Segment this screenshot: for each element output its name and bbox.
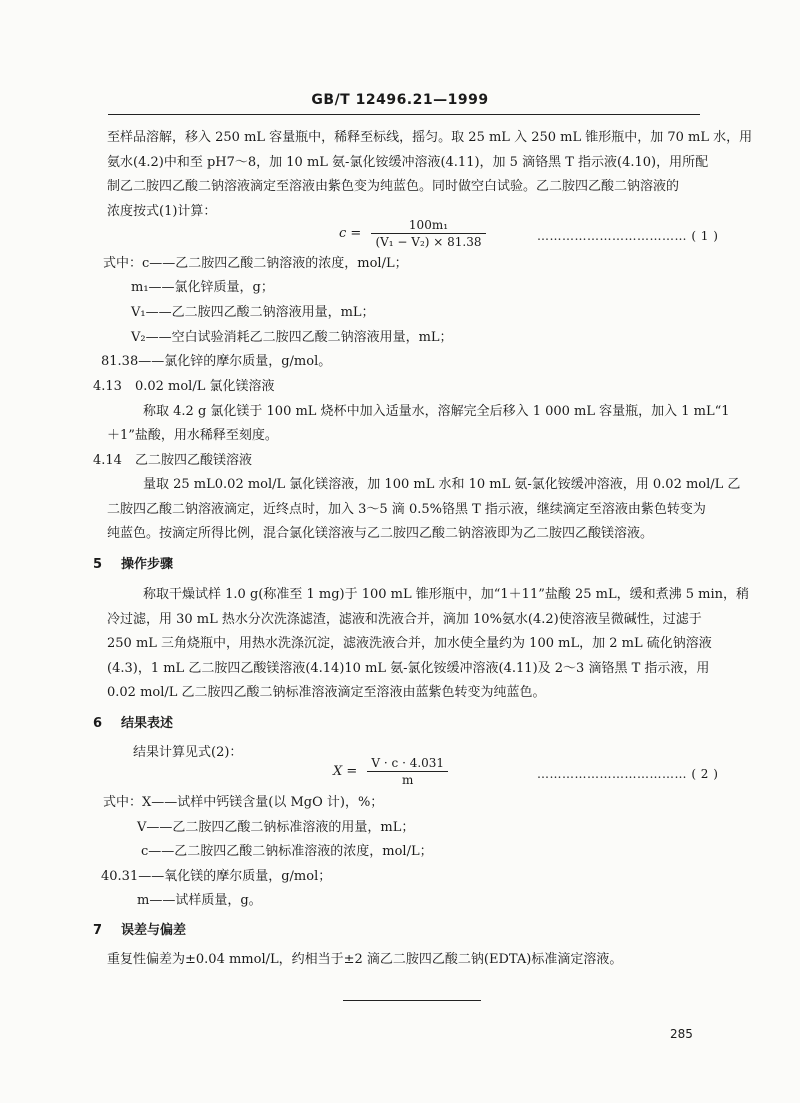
intro-line-1: 至样品溶解，移入 250 mL 容量瓶中，稀释至标线，摇匀。取 25 mL 入 250 mL 锥形瓶中，加 70 mL 水，用 xyxy=(107,130,753,145)
formula-2-var-v: V——乙二胺四乙酸二钠标准溶液的用量，mL； xyxy=(137,820,415,835)
page-number: 285 xyxy=(670,1027,693,1041)
formula-2-numerator: V · c · 4.031 xyxy=(371,756,445,770)
formula-2-var-c: c——乙二胺四乙酸二钠标准溶液的浓度，mol/L； xyxy=(141,844,433,859)
section-4-14-heading: 4.14 乙二胺四乙酸镁溶液 xyxy=(93,453,252,468)
section-5-line-5: 0.02 mol/L 乙二胺四乙酸二钠标准溶液滴定至溶液由蓝紫色转变为纯蓝色。 xyxy=(107,685,546,700)
section-4-13-line-2: ＋1”盐酸，用水稀释至刻度。 xyxy=(107,428,278,443)
section-7-number: 7 xyxy=(93,923,103,938)
formula-1-var-v1: V₁——乙二胺四乙酸二钠溶液用量，mL； xyxy=(131,305,375,320)
formula-1-var-m1: m₁——氯化锌质量，g； xyxy=(131,280,274,295)
formula-1-var-c: 式中：c——乙二胺四乙酸二钠溶液的浓度，mol/L； xyxy=(103,256,408,271)
formula-2-fraction xyxy=(367,756,448,787)
section-4-14-line-3: 纯蓝色。按滴定所得比例，混合氯化镁溶液与乙二胺四乙酸二钠溶液即为乙二胺四乙酸镁溶液。 xyxy=(107,526,654,541)
intro-line-2: 氨水(4.2)中和至 pH7～8，加 10 mL 氨-氯化铵缓冲溶液(4.11)，加 5 滴铬黑 T 指示液(4.10)，用所配 xyxy=(107,155,709,170)
section-7-heading xyxy=(93,922,186,940)
formula-1-number: ……………………………… ( 1 ) xyxy=(537,229,719,243)
formula-2-number: ……………………………… ( 2 ) xyxy=(537,767,719,781)
formula-2-var-molar-mass: 40.31——氧化镁的摩尔质量，g/mol； xyxy=(101,869,332,884)
section-4-13-line-1: 称取 4.2 g 氯化镁于 100 mL 烧杯中加入适量水，溶解完全后移入 1 000 mL 容量瓶，加入 1 mL“1 xyxy=(143,404,730,419)
formula-2 xyxy=(333,756,448,787)
section-5-number: 5 xyxy=(93,557,103,572)
section-5-line-3: 250 mL 三角烧瓶中，用热水洗涤沉淀，滤液洗液合并，加水使全量约为 100 mL，加 2 mL 硫化钠溶液 xyxy=(107,636,712,651)
formula-1-numerator: 100m₁ xyxy=(408,218,449,232)
section-6-heading xyxy=(93,715,173,733)
section-5-title: 操作步骤 xyxy=(121,557,174,572)
section-5-line-2: 冷过滤，用 30 mL 热水分次洗涤滤渣，滤液和洗液合并，滴加 10%氨水(4.2)使溶液呈微碱性，过滤于 xyxy=(107,612,702,627)
section-4-13-heading: 4.13 0.02 mol/L 氯化镁溶液 xyxy=(93,379,275,394)
intro-line-3: 制乙二胺四乙酸二钠溶液滴定至溶液由紫色变为纯蓝色。同时做空白试验。乙二胺四乙酸二钠溶液的 xyxy=(107,179,680,194)
formula-2-lhs: X = xyxy=(333,764,358,779)
section-6-title: 结果表述 xyxy=(121,716,174,731)
section-4-14-line-2: 二胺四乙酸二钠溶液滴定，近终点时，加入 3～5 滴 0.5%铬黑 T 指示液，继续滴定至溶液由紫色转变为 xyxy=(107,502,706,517)
section-5-line-1: 称取干燥试样 1.0 g(称准至 1 mg)于 100 mL 锥形瓶中，加“1＋11”盐酸 25 mL，缓和煮沸 5 min，稍 xyxy=(143,587,750,602)
formula-1 xyxy=(339,218,486,249)
formula-1-denominator: (V₁ − V₂) × 81.38 xyxy=(371,233,485,249)
header-rule xyxy=(108,114,700,115)
section-6-number: 6 xyxy=(93,716,103,731)
formula-2-denominator: m xyxy=(367,771,448,787)
section-7-title: 误差与偏差 xyxy=(121,923,187,938)
section-5-line-4: (4.3)，1 mL 乙二胺四乙酸镁溶液(4.14)10 mL 氨-氯化铵缓冲溶液(4.11)及 2～3 滴铬黑 T 指示液，用 xyxy=(107,661,710,676)
standard-code: GB/T 12496.21—1999 xyxy=(311,92,489,108)
formula-2-var-m: m——试样质量，g。 xyxy=(137,893,262,908)
section-6-intro: 结果计算见式(2)： xyxy=(133,745,243,760)
section-7-text: 重复性偏差为±0.04 mmol/L，约相当于±2 滴乙二胺四乙酸二钠(EDTA)标准滴定溶液。 xyxy=(107,952,623,967)
formula-2-var-x: 式中：X——试样中钙镁含量(以 MgO 计)，%； xyxy=(103,795,384,810)
formula-1-var-v2: V₂——空白试验消耗乙二胺四乙酸二钠溶液用量，mL； xyxy=(131,330,453,345)
formula-1-var-molar-mass: 81.38——氯化锌的摩尔质量，g/mol。 xyxy=(101,354,332,369)
formula-1-lhs: c = xyxy=(339,226,362,241)
formula-1-fraction xyxy=(371,218,485,249)
section-4-14-line-1: 量取 25 mL0.02 mol/L 氯化镁溶液，加 100 mL 水和 10 mL 氨-氯化铵缓冲溶液，用 0.02 mol/L 乙 xyxy=(143,477,741,492)
intro-line-4: 浓度按式(1)计算： xyxy=(107,204,217,219)
end-rule xyxy=(343,1000,481,1001)
section-5-heading xyxy=(93,556,173,574)
